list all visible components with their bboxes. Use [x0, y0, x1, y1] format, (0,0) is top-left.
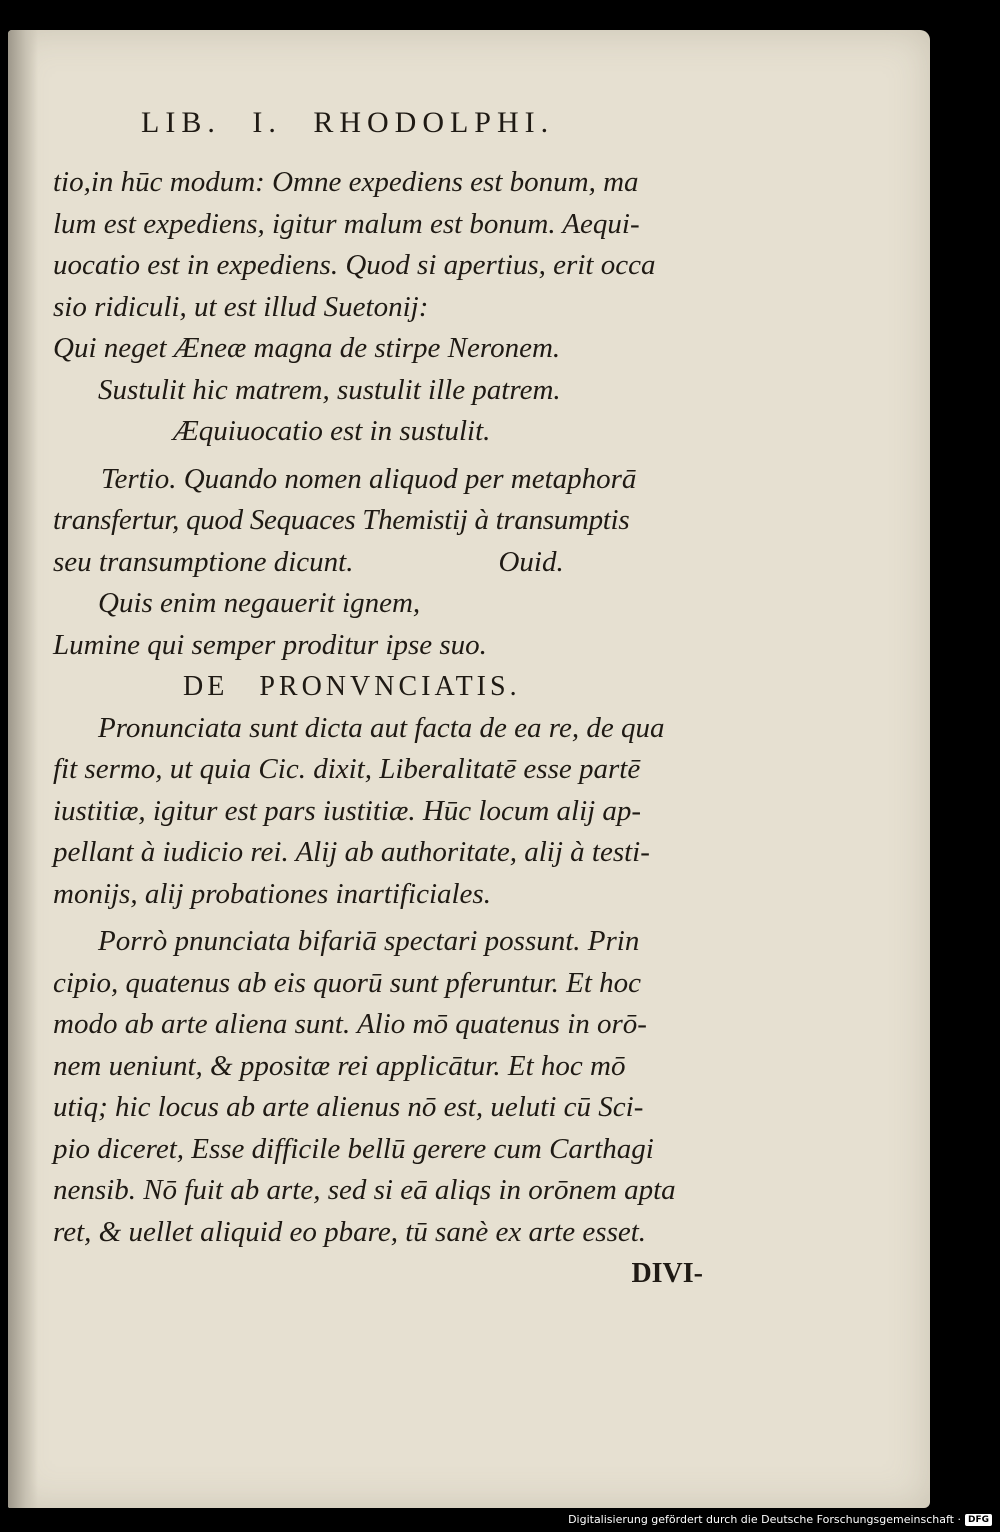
text-line-17: pellant à iudicio rei. Alij ab authoritate, alij à testi-	[53, 836, 650, 868]
footer-credit: Digitalisierung gefördert durch die Deutsche Forschungsgemeinschaft ·	[568, 1513, 961, 1526]
text-line-14: Pronunciata sunt dicta aut facta de ea re, de qua	[98, 711, 665, 744]
verse-line-2: Sustulit hic matrem, sustulit ille patrem.	[98, 373, 561, 406]
text-line-21: modo ab arte aliena sunt. Alio mō quatenus in orō-	[53, 1008, 647, 1040]
verse-line-3: Quis enim negauerit ignem,	[98, 587, 421, 619]
text-line-23: utiq; hic locus ab arte alienus nō est, ueluti cū Sci-	[53, 1091, 644, 1123]
text-line-9: transfertur, quod Sequaces Themistij à transumptis	[53, 504, 630, 536]
dfg-logo: DFG	[965, 1514, 992, 1526]
text-line-18: monijs, alij probationes inartificiales.	[53, 877, 491, 910]
verse-note: Æquiuocatio est in sustulit.	[173, 415, 491, 447]
book-page	[8, 30, 930, 1508]
text-line-22: nem ueniunt, & ppositæ rei applicātur. Et hoc mō	[53, 1049, 626, 1082]
text-line-1: tio,in hūc modum: Omne expediens est bonum, ma	[53, 166, 639, 198]
text-line-4: sio ridiculi, ut est illud Suetonij:	[53, 290, 429, 323]
text-line-10: seu transumptione dicunt. Ouid.	[53, 545, 564, 578]
text-line-25: nensib. Nō fuit ab arte, sed si eā aliqs in orōnem apta	[53, 1174, 676, 1206]
digitization-footer	[568, 1513, 992, 1526]
text-line-20: cipio, quatenus ab eis quorū sunt pferuntur. Et hoc	[53, 966, 642, 999]
text-line-15: fit sermo, ut quia Cic. dixit, Liberalitatē esse partē	[53, 753, 641, 785]
section-heading: DE PRONVNCIATIS.	[183, 671, 521, 702]
text-line-24: pio diceret, Esse difficile bellū gerere cum Carthagi	[53, 1132, 654, 1165]
text-line-16: iustitiæ, igitur est pars iustitiæ. Hūc locum alij ap-	[53, 794, 642, 827]
text-line-2: lum est expediens, igitur malum est bonum. Aequi-	[53, 207, 640, 240]
verse-line-1: Qui neget Æneæ magna de stirpe Neronem.	[53, 332, 561, 364]
verse-line-4: Lumine qui semper proditur ipse suo.	[53, 628, 487, 661]
text-line-3: uocatio est in expediens. Quod si apertius, erit occa	[53, 249, 656, 281]
text-line-tertio: Tertio. Quando nomen aliquod per metaphorā	[101, 462, 637, 495]
text-line-19: Porrò pnunciata bifariā spectari possunt. Prin	[98, 925, 640, 957]
page-gutter-shadow	[8, 30, 38, 1508]
catchword: DIVI-	[631, 1258, 703, 1289]
text-line-26: ret, & uellet aliquid eo pbare, tū sanè ex arte esset.	[53, 1215, 647, 1248]
page-text-block	[53, 102, 713, 1295]
running-header: LIB. I. RHODOLPHI.	[141, 106, 555, 139]
